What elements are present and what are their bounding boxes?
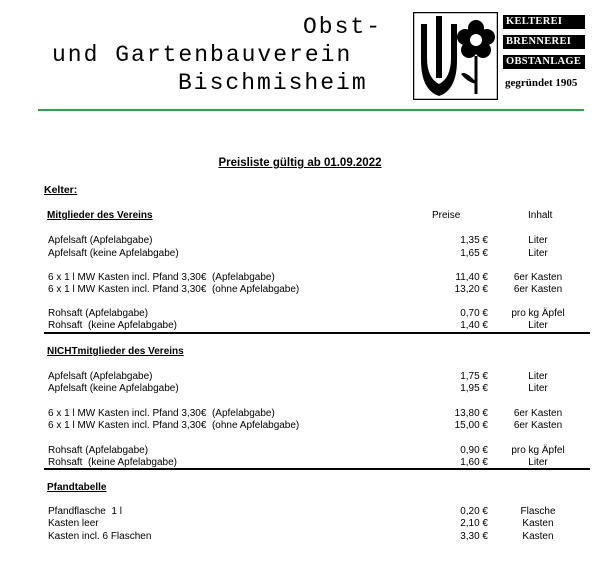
row-unit: Liter — [528, 248, 548, 259]
row-price: 1,65 € — [460, 248, 488, 259]
tag-obstanlage: OBSTANLAGE — [503, 55, 585, 69]
row-unit: Liter — [528, 371, 548, 382]
members-title: Mitglieder des Vereins — [47, 210, 153, 221]
row-price: 1,75 € — [460, 371, 488, 382]
row-price: 13,20 € — [454, 284, 488, 295]
table-row — [48, 272, 588, 284]
row-label: 6 x 1 l MW Kasten incl. Pfand 3,30€ (ohne Apfelabgabe) — [48, 284, 300, 295]
row-price: 13,80 € — [454, 408, 488, 419]
row-label: Apfelsaft (keine Apfelabgabe) — [48, 383, 179, 394]
row-price: 0,70 € — [460, 308, 488, 319]
row-price: 1,95 € — [460, 383, 488, 394]
table-row — [48, 518, 588, 530]
club-name-line1: Obst- — [303, 14, 383, 40]
table-row — [48, 320, 588, 332]
row-label: Pfandflasche 1 l — [48, 506, 122, 517]
row-unit: 6er Kasten — [513, 408, 563, 419]
table-row — [48, 235, 588, 247]
table-row — [48, 383, 588, 395]
table-row — [48, 284, 588, 296]
row-price: 1,40 € — [460, 320, 488, 331]
row-unit: 6er Kasten — [513, 420, 563, 431]
row-label: Apfelsaft (Apfelabgabe) — [48, 371, 153, 382]
row-label: Apfelsaft (keine Apfelabgabe) — [48, 248, 179, 259]
row-price: 11,40 € — [455, 272, 488, 283]
row-unit: Flasche — [520, 506, 556, 517]
row-price: 1,35 € — [460, 235, 488, 246]
row-label: Kasten leer — [48, 518, 99, 529]
section-kelter: Kelter: — [44, 184, 78, 196]
row-label: Rohsaft (keine Apfelabgabe) — [48, 457, 177, 468]
club-logo-icon — [413, 12, 498, 100]
row-label: Rohsaft (keine Apfelabgabe) — [48, 320, 177, 331]
price-list-heading: Preisliste gültig ab 01.09.2022 — [218, 157, 382, 169]
tag-brennerei: BRENNEREI — [503, 35, 585, 49]
header-divider — [38, 109, 584, 111]
row-unit: pro kg Äpfel — [511, 445, 565, 456]
row-price: 0,90 € — [460, 445, 488, 456]
row-label: 6 x 1 l MW Kasten incl. Pfand 3,30€ (Apfelabgabe) — [48, 272, 275, 283]
nonmembers-title: NICHTmitglieder des Vereins — [47, 346, 184, 357]
table-row — [48, 408, 588, 420]
row-price: 15,00 € — [454, 420, 488, 431]
table-row — [48, 248, 588, 260]
section-divider — [44, 468, 590, 470]
table-row — [48, 506, 588, 518]
column-unit-header: Inhalt — [528, 210, 553, 221]
row-label: Kasten incl. 6 Flaschen — [48, 531, 152, 542]
row-unit: Kasten — [522, 518, 554, 529]
row-unit: Kasten — [522, 531, 554, 542]
row-unit: Liter — [528, 320, 548, 331]
row-label: 6 x 1 l MW Kasten incl. Pfand 3,30€ (ohne Apfelabgabe) — [48, 420, 300, 431]
row-unit: 6er Kasten — [513, 272, 563, 283]
club-name-line3: Bischmisheim — [178, 70, 368, 96]
row-unit: Liter — [528, 235, 548, 246]
row-unit: 6er Kasten — [513, 284, 563, 295]
row-unit: Liter — [528, 457, 548, 468]
table-row — [48, 371, 588, 383]
row-unit: Liter — [528, 383, 548, 394]
founded-text: gegründet 1905 — [505, 77, 578, 89]
table-row — [48, 420, 588, 432]
row-label: Rohsaft (Apfelabgabe) — [48, 445, 149, 456]
row-price: 3,30 € — [460, 531, 488, 542]
table-row — [48, 531, 588, 543]
table-row — [48, 445, 588, 457]
table-row — [48, 308, 588, 320]
row-price: 2,10 € — [460, 518, 488, 529]
row-price: 0,20 € — [460, 506, 488, 517]
row-unit: pro kg Äpfel — [511, 308, 565, 319]
row-label: 6 x 1 l MW Kasten incl. Pfand 3,30€ (Apfelabgabe) — [48, 408, 275, 419]
section-divider — [44, 332, 590, 334]
row-label: Apfelsaft (Apfelabgabe) — [48, 235, 153, 246]
column-price-header: Preise — [432, 210, 461, 221]
tag-kelterei: KELTEREI — [503, 15, 585, 29]
deposit-title: Pfandtabelle — [47, 482, 107, 493]
club-name-line2: und Gartenbauverein — [52, 42, 353, 68]
row-label: Rohsaft (Apfelabgabe) — [48, 308, 149, 319]
row-price: 1,60 € — [460, 457, 488, 468]
